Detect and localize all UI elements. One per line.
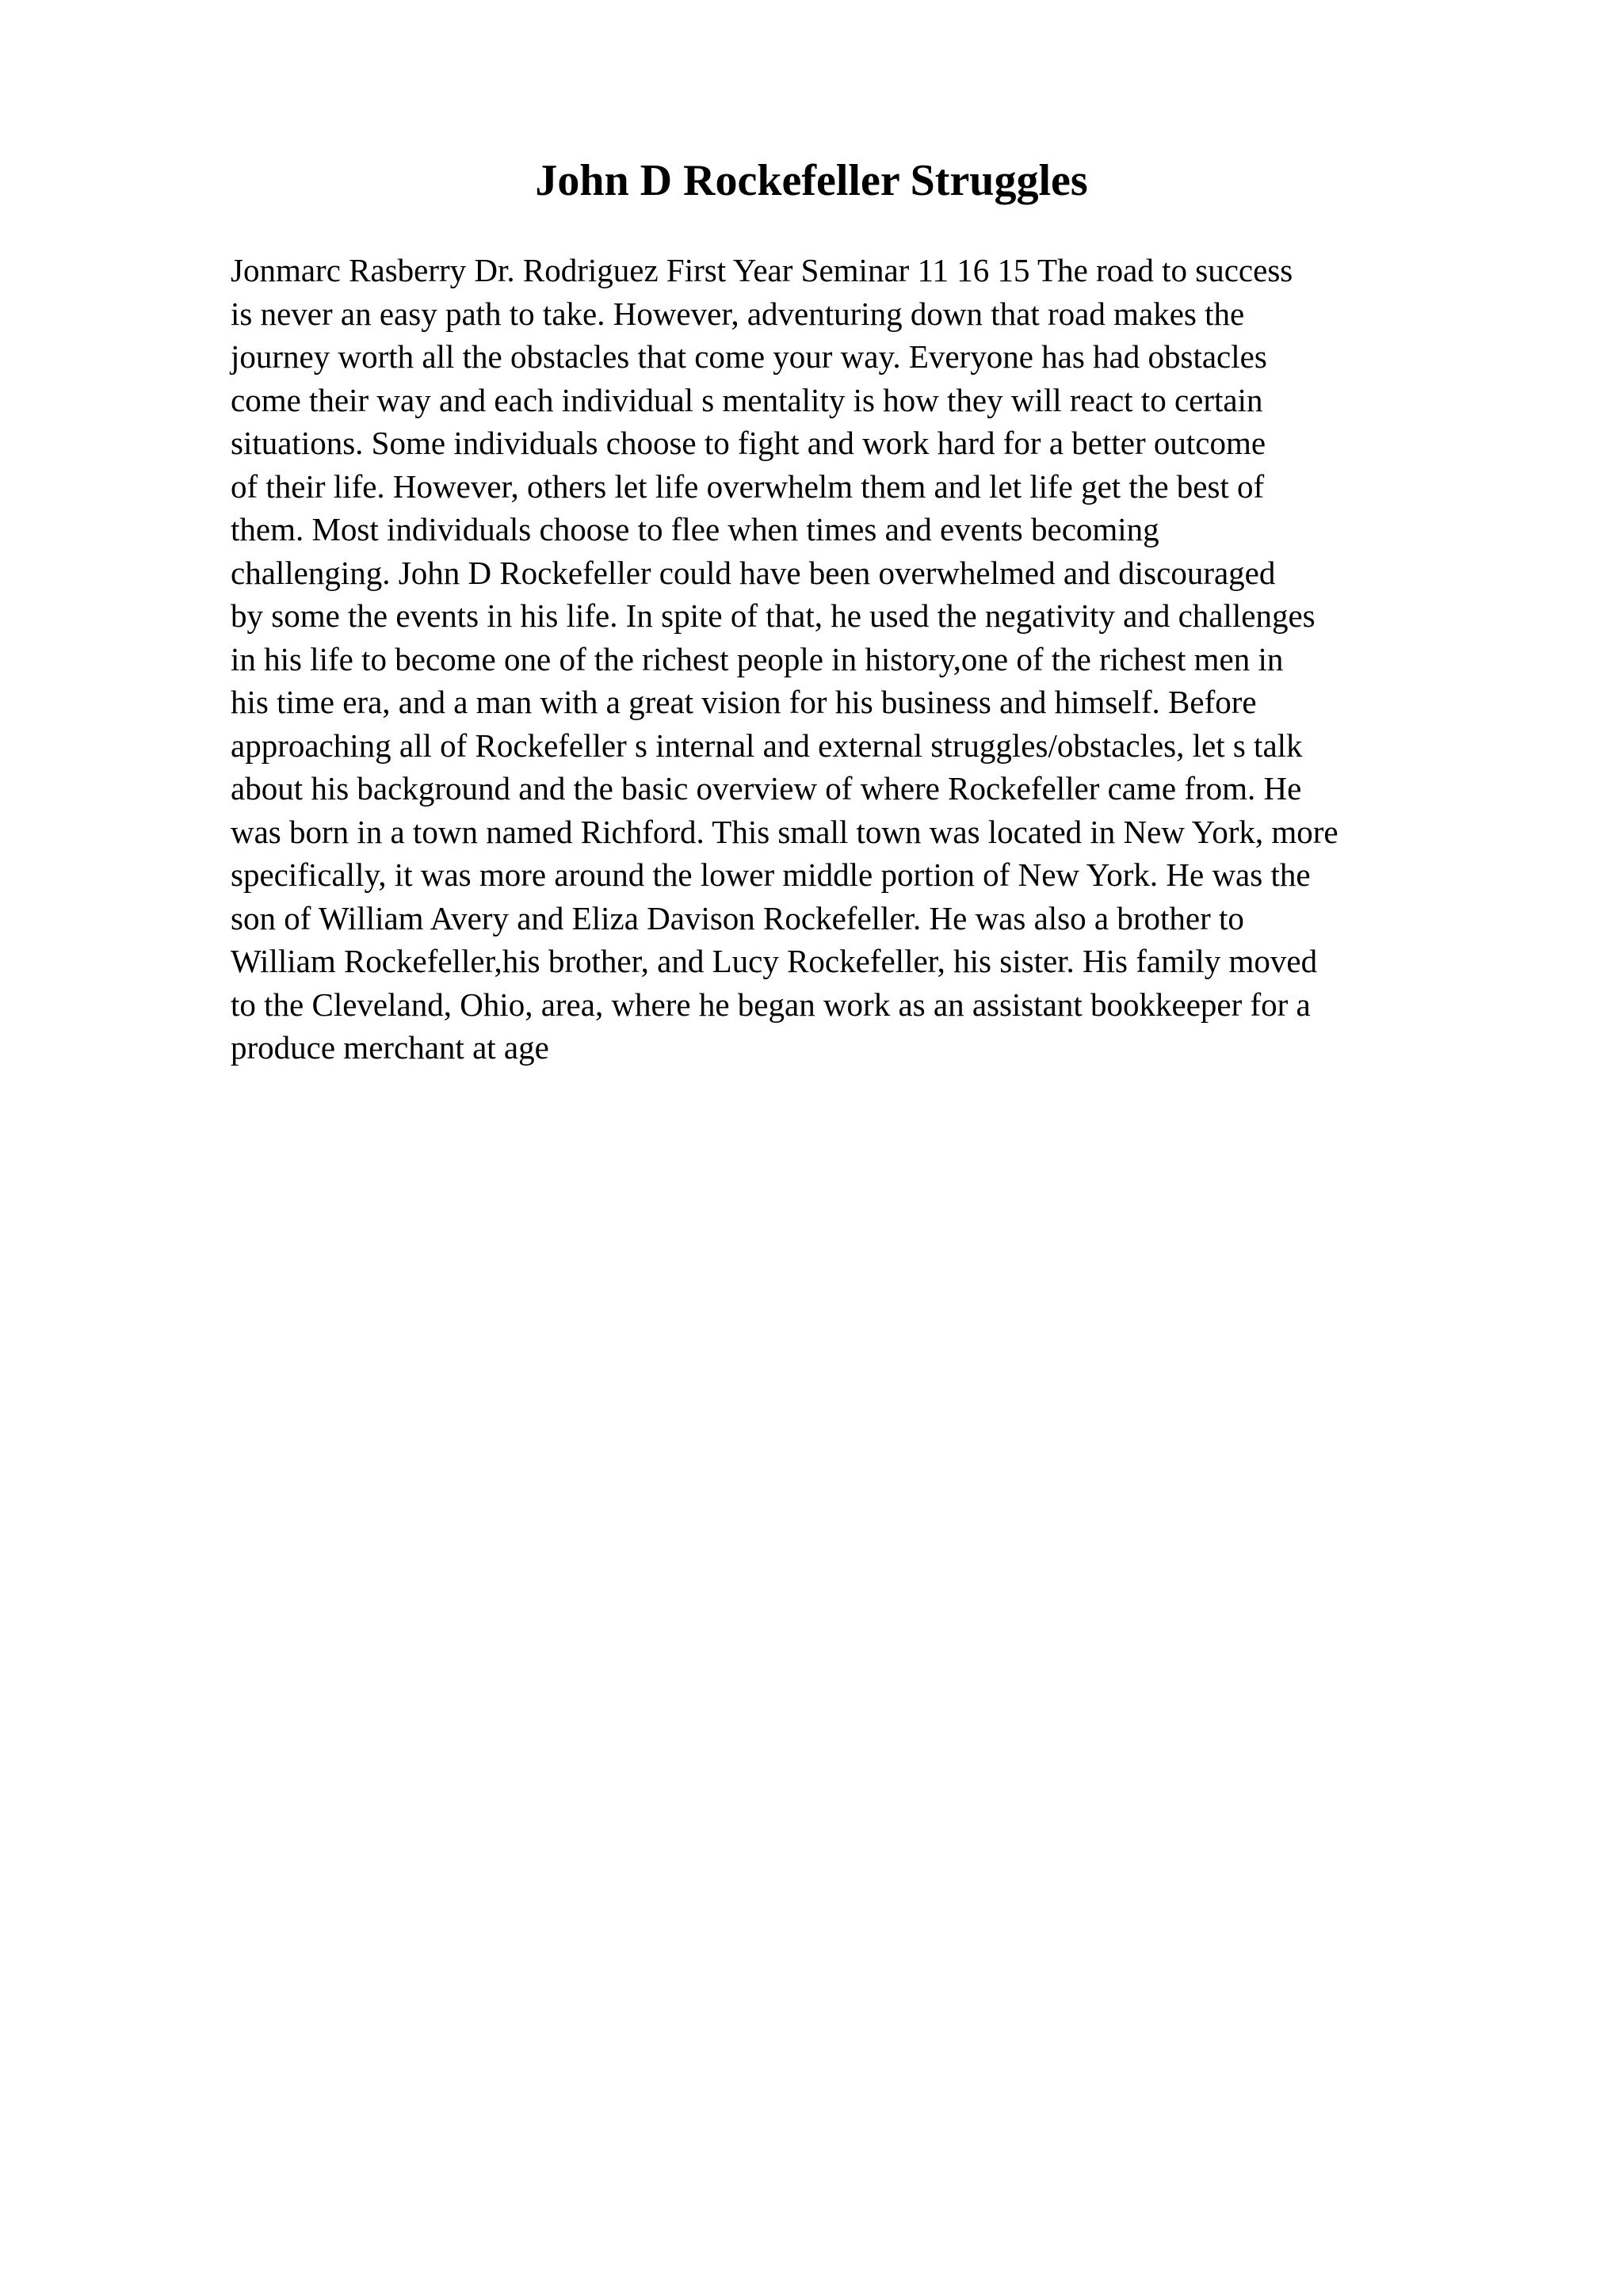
body-line: his time era, and a man with a great vision for his business and himself. Before [231, 684, 1257, 720]
body-line: Jonmarc Rasberry Dr. Rodriguez First Year Seminar 11 16 15 The road to success [231, 252, 1293, 288]
body-line: about his background and the basic overview of where Rockefeller came from. He [231, 770, 1302, 807]
body-line: produce merchant at age [231, 1029, 549, 1066]
body-line: to the Cleveland, Ohio, area, where he began work as an assistant bookkeeper for a [231, 986, 1311, 1023]
body-line: was born in a town named Richford. This small town was located in New York, more [231, 813, 1338, 850]
body-line: challenging. John D Rockefeller could have been overwhelmed and discouraged [231, 554, 1276, 591]
body-line: in his life to become one of the richest people in history,one of the richest men in [231, 640, 1284, 677]
body-line: situations. Some individuals choose to fight and work hard for a better outcome [231, 425, 1266, 461]
body-line: of their life. However, others let life overwhelm them and let life get the best of [231, 467, 1265, 505]
body-line: specifically, it was more around the lower middle portion of New York. He was the [231, 856, 1311, 893]
body-line: William Rockefeller,his brother, and Lucy Rockefeller, his sister. His family moved [231, 943, 1318, 979]
document-body [231, 249, 1514, 1070]
document-title: John D Rockefeller Struggles [535, 156, 1088, 205]
body-line: is never an easy path to take. However, adventuring down that road makes the [231, 295, 1245, 332]
body-line: by some the events in his life. In spite of that, he used the negativity and challenges [231, 597, 1316, 634]
body-line: them. Most individuals choose to flee when times and events becoming [231, 511, 1159, 547]
body-line: son of William Avery and Eliza Davison Rockefeller. He was also a brother to [231, 899, 1244, 936]
body-line: journey worth all the obstacles that come your way. Everyone has had obstacles [231, 338, 1267, 375]
body-line: approaching all of Rockefeller s internal and external struggles/obstacles, let s talk [231, 727, 1303, 764]
body-line: come their way and each individual s mentality is how they will react to certain [231, 381, 1263, 418]
